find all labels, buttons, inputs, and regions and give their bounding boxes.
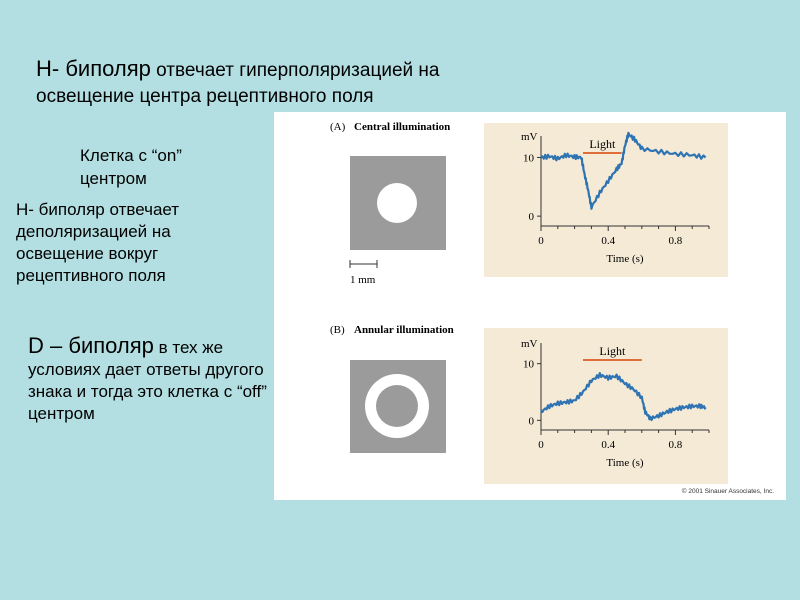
on-cell-line1: Клетка с “on” [80,146,182,165]
scale-bar-label: 1 mm [350,274,376,286]
x-tick-label: 0 [538,439,544,451]
stimulus-a-spot [377,183,417,223]
x-axis-label: Time (s) [606,457,644,469]
d-rest: в тех же условиях дает ответы другого знака и тогда это клетка с “off” центром [28,338,267,423]
figure-panel [274,112,786,500]
light-label: Light [599,344,626,358]
d-bipolar-note [28,335,278,425]
light-label: Light [589,137,616,151]
panel-b-title: Annular illumination [354,324,454,336]
title-rest: отвечает гиперполяризацией на освещение центра рецептивного поля [36,60,440,107]
copyright: © 2001 Sinauer Associates, Inc. [681,488,774,495]
d-bold: D – биполяр [28,333,154,358]
x-tick-label: 0.8 [668,235,683,247]
x-tick-label: 0.8 [668,439,683,451]
y-tick-label: 10 [523,358,534,371]
panel-a-title: Central illumination [354,121,451,133]
x-tick-label: 0 [538,235,544,247]
y-tick-label: 0 [528,211,534,224]
h-bipolar-note: H- биполяр отвечает деполяризацией на освещение вокруг рецептивного поля [16,200,180,285]
x-tick-label: 0.4 [601,235,616,247]
panel-a-label: (A) [330,121,346,133]
y-axis-label: mV [521,131,538,143]
on-cell-note [80,144,182,190]
x-axis-label: Time (s) [606,253,644,265]
figure-svg [274,112,786,500]
y-axis-label: mV [521,338,538,350]
y-tick-label: 0 [528,415,534,428]
on-cell-line2: центром [80,169,147,188]
y-tick-label: 10 [523,152,534,165]
panel-b-label: (B) [330,324,345,336]
stimulus-b-center [376,385,418,427]
title-bold: H- биполяр [36,56,151,81]
slide-title [36,56,496,110]
x-tick-label: 0.4 [601,439,616,451]
